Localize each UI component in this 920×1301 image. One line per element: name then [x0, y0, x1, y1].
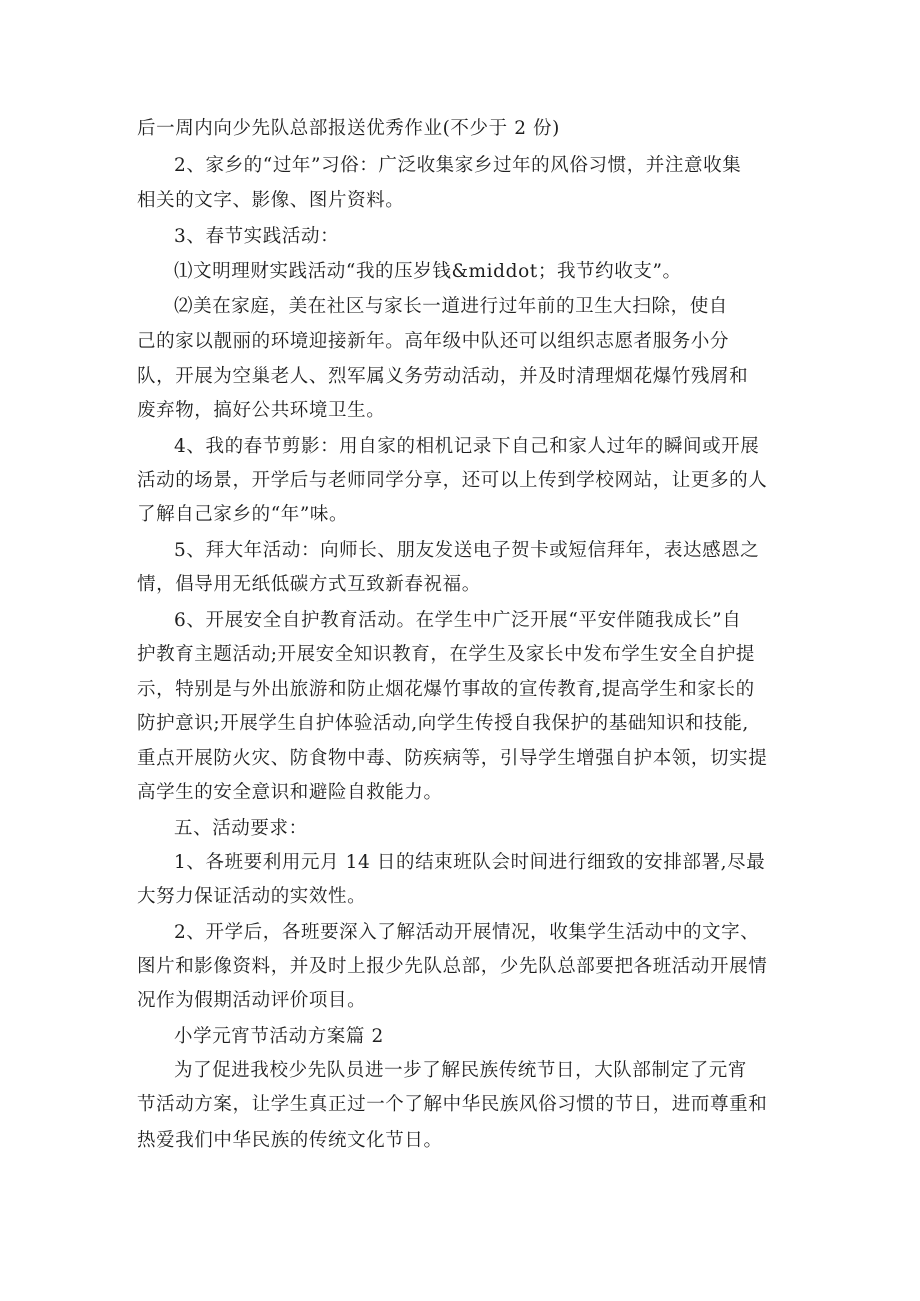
text-line: 4、我的春节剪影：用自家的相机记录下自己和家人过年的瞬间或开展 — [174, 436, 760, 457]
section-heading: 小学元宵节活动方案篇 2 — [174, 1026, 384, 1047]
text-line: ⑴文明理财实践活动“我的压岁钱&middot；我节约收支”。 — [174, 261, 682, 282]
text-line: 示，特别是与外出旅游和防止烟花爆竹事故的宣传教育,提高学生和家长的 — [137, 679, 755, 700]
text-line: 1、各班要利用元月 14 日的结束班队会时间进行细致的安排部署,尽最 — [174, 852, 766, 873]
text-line: 6、开展安全自护教育活动。在学生中广泛开展“平安伴随我成长”自 — [174, 610, 742, 631]
text-line: 热爱我们中华民族的传统文化节日。 — [137, 1130, 443, 1151]
text-line: 况作为假期活动评价项目。 — [137, 990, 367, 1011]
text-line: 2、家乡的“过年”习俗：广泛收集家乡过年的风俗习惯，并注意收集 — [174, 155, 742, 176]
text-line: 五、活动要求： — [174, 818, 308, 839]
text-line: 3、春节实践活动： — [174, 226, 340, 247]
text-line: 防护意识;开展学生自护体验活动,向学生传授自我保护的基础知识和技能, — [137, 713, 749, 734]
text-line: 队，开展为空巢老人、烈军属义务劳动活动，并及时清理烟花爆竹残屑和 — [137, 366, 749, 387]
text-line: 护教育主题活动;开展安全知识教育，在学生及家长中发布学生安全自护提 — [137, 644, 756, 665]
text-line: 后一周内向少先队总部报送优秀作业(不少于 2 份) — [137, 118, 560, 139]
text-line: 5、拜大年活动：向师长、朋友发送电子贺卡或短信拜年，表达感恩之 — [174, 540, 760, 561]
text-line: 大努力保证活动的实效性。 — [137, 886, 367, 907]
text-line: 废弃物，搞好公共环境卫生。 — [137, 400, 386, 421]
text-line: 活动的场景，开学后与老师同学分享，还可以上传到学校网站，让更多的人 — [137, 470, 768, 491]
text-line: 相关的文字、影像、图片资料。 — [137, 190, 405, 211]
text-line: ⑵美在家庭，美在社区与家长一道进行过年前的卫生大扫除，使自 — [174, 296, 728, 317]
text-line: 2、开学后，各班要深入了解活动开展情况，收集学生活动中的文字、 — [174, 922, 760, 943]
text-line: 情，倡导用无纸低碳方式互致新春祝福。 — [137, 574, 481, 595]
text-line: 节活动方案，让学生真正过一个了解中华民族风俗习惯的节日，进而尊重和 — [137, 1094, 768, 1115]
text-line: 为了促进我校少先队员进一步了解民族传统节日，大队部制定了元宵 — [174, 1060, 748, 1081]
text-line: 己的家以靓丽的环境迎接新年。高年级中队还可以组织志愿者服务小分 — [137, 331, 730, 352]
text-line: 了解自己家乡的“年”味。 — [137, 504, 349, 525]
text-line: 图片和影像资料，并及时上报少先队总部，少先队总部要把各班活动开展情 — [137, 956, 768, 977]
text-line: 重点开展防火灾、防食物中毒、防疾病等，引导学生增强自护本领，切实提 — [137, 748, 768, 769]
text-line: 高学生的安全意识和避险自救能力。 — [137, 782, 443, 803]
